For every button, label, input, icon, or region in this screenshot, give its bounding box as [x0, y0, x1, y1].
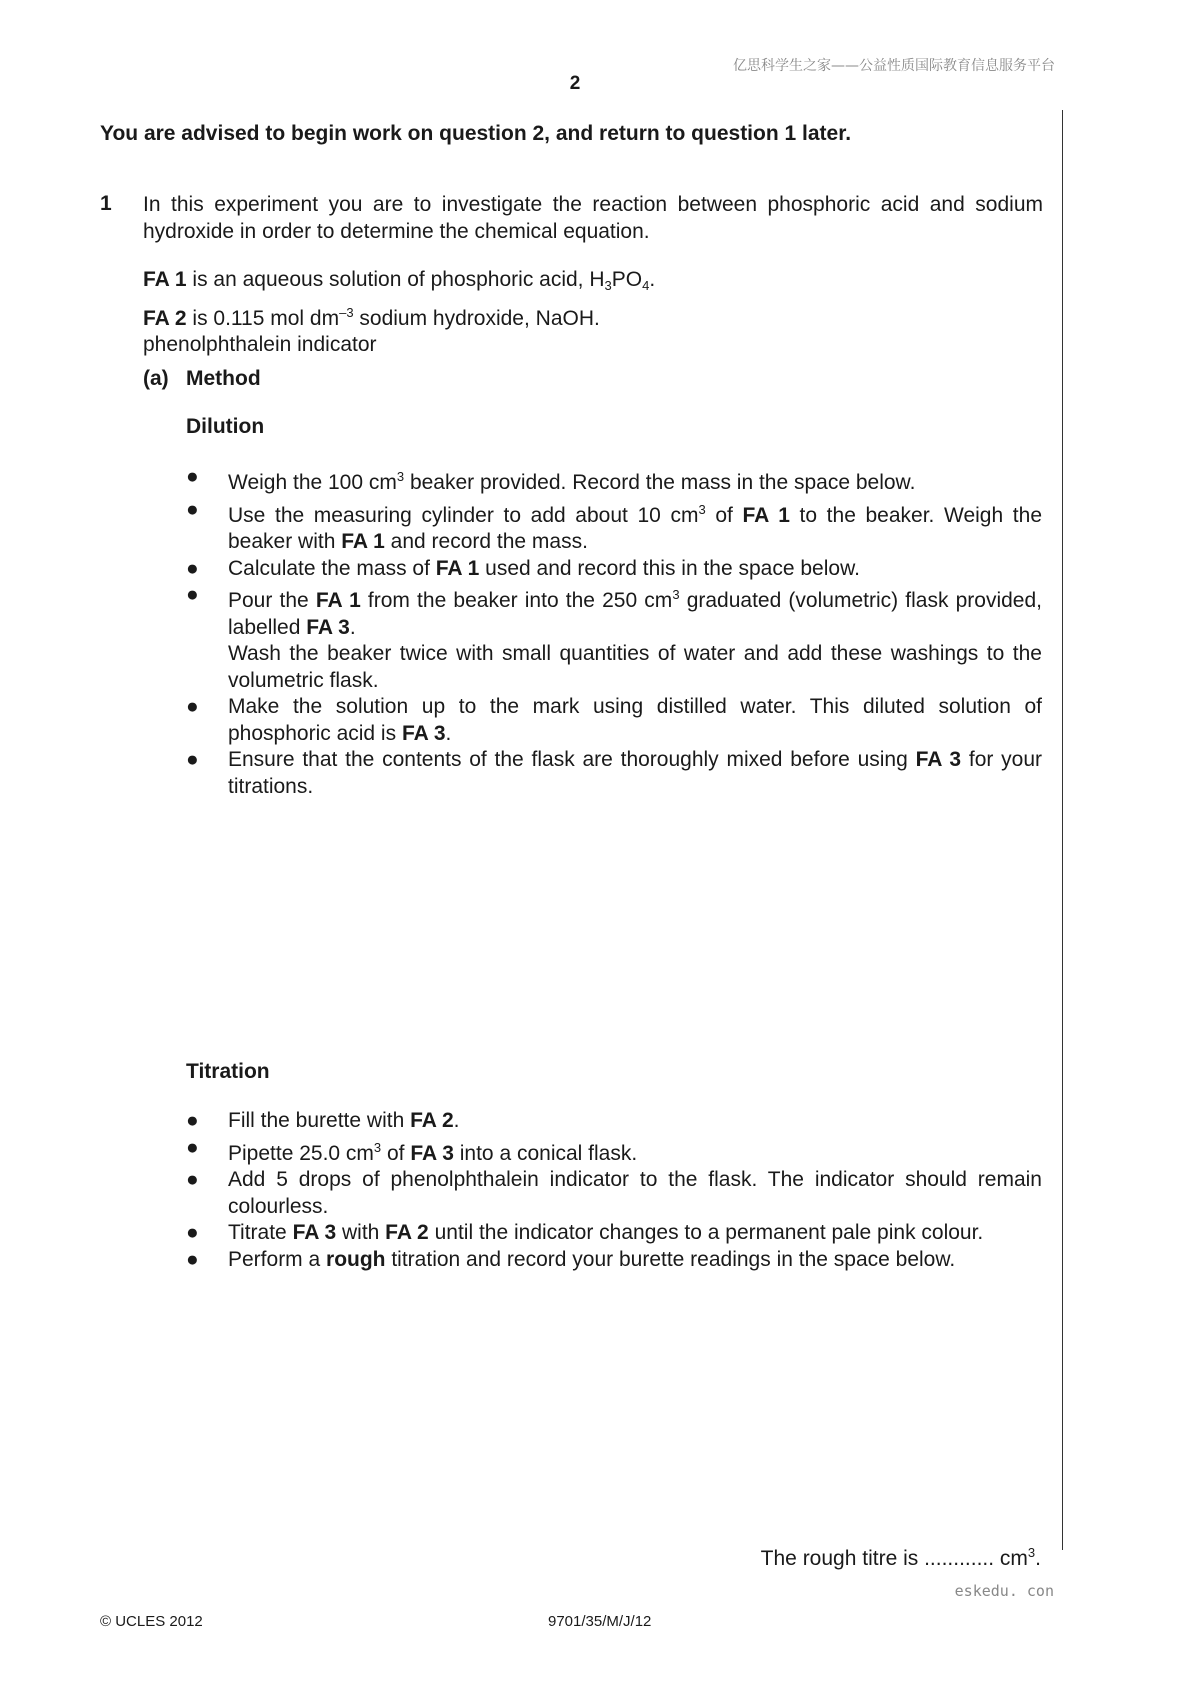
list-item: ● Make the solution up to the mark using distilled water. This diluted solution of phosphoric acid is FA 3. [186, 695, 1042, 745]
page-number: 2 [569, 73, 581, 94]
list-item: ● Calculate the mass of FA 1 used and record this in the space below. [186, 556, 860, 580]
copyright: © UCLES 2012 [100, 1613, 203, 1630]
advice-instruction: You are advised to begin work on question 2, and return to question 1 later. [100, 122, 852, 145]
dilution-heading: Dilution [186, 415, 265, 438]
list-item: ● Fill the burette with FA 2. [186, 1109, 460, 1132]
titration-heading: Titration [186, 1060, 270, 1083]
question-number: 1 [100, 192, 112, 215]
method-heading: Method [186, 367, 261, 390]
paper-code: 9701/35/M/J/12 [548, 1613, 652, 1630]
reagent-fa2: FA 2 is 0.115 mol $dm^{-3}$ sodium hydroxide, NaOH. [143, 304, 600, 330]
reagent-fa1: FA 1 is an aqueous solution of phosphoric acid, $H_3PO_4$. [143, 268, 656, 293]
rough-titre-answer-line: The rough titre is ............ $cm^3$. [760, 1545, 1041, 1570]
list-item: ● Add 5 drops of phenolphthalein indicator to the flask. The indicator should remain colourless. [186, 1168, 1042, 1218]
reagent-list [143, 267, 1043, 359]
footer-watermark: eskedu. con [954, 1582, 1054, 1600]
list-item: ● Weigh the 100 $cm^3$ beaker provided. Record the mass in the space below. [186, 465, 916, 494]
list-item: ● Ensure that the contents of the flask are thoroughly mixed before using FA 3 for your titrations. [186, 748, 1042, 798]
question-intro: In this experiment you are to investigate the reaction between phosphoric acid and sodium hydroxide in order to determine the chemical equation. [143, 193, 1043, 243]
dilution-steps [186, 464, 1042, 800]
list-item: ● Pour the FA 1 from the beaker into the 250 $cm^3$ graduated (volumetric) flask provided, labelled FA 3. Wash the beaker twice with small quantities of water and add these washings to the volumetric flask. [186, 583, 1042, 692]
list-item: ● Perform a rough titration and record your burette readings in the space below. [186, 1247, 956, 1271]
reagent-indicator: phenolphthalein indicator [143, 333, 377, 356]
list-item: ● Titrate FA 3 with FA 2 until the indicator changes to a permanent pale pink colour. [186, 1221, 984, 1244]
titration-steps [186, 1108, 1042, 1273]
part-a-label: (a) [143, 367, 169, 390]
margin-rule [1062, 110, 1063, 1550]
list-item: ● Pipette 25.0 $cm^3$ of FA 3 into a conical flask. [186, 1135, 638, 1165]
header-watermark: 亿思科学生之家——公益性质国际教育信息服务平台 [733, 58, 1055, 74]
list-item: ● Use the measuring cylinder to add about 10 $cm^3$ of FA 1 to the beaker. Weigh the beaker with FA 1 and record the mass. [186, 497, 1042, 553]
